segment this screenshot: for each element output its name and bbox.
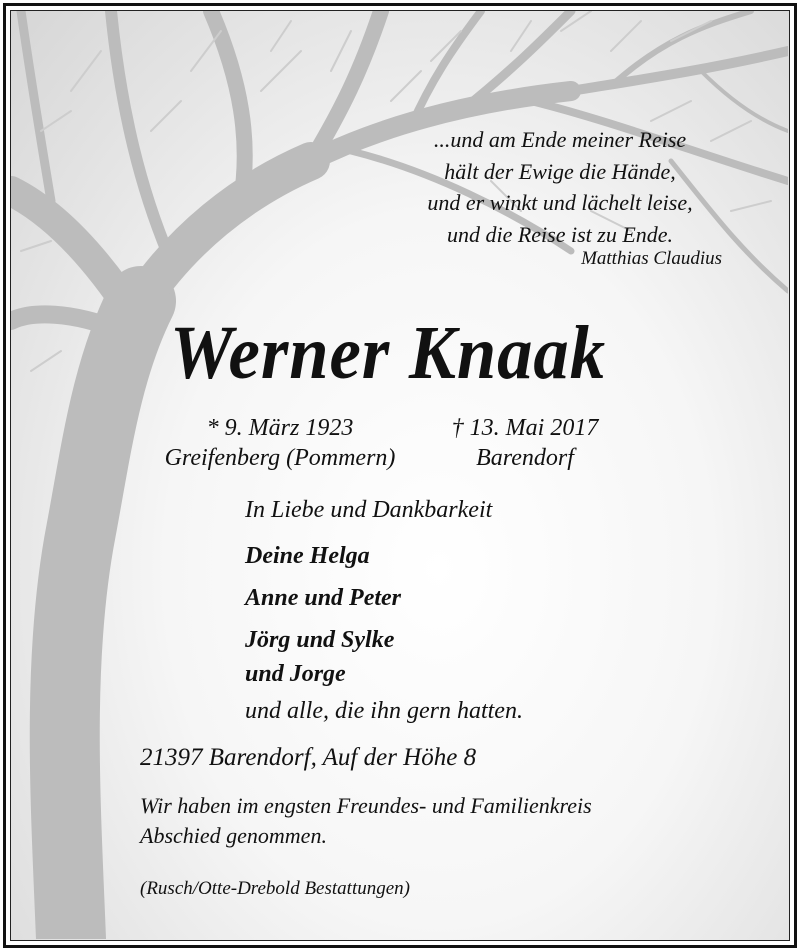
address: 21397 Barendorf, Auf der Höhe 8	[140, 744, 477, 771]
poem-block	[380, 124, 740, 250]
death-place: Barendorf	[476, 445, 574, 471]
mourner-name: Deine Helga	[245, 543, 370, 569]
death-info	[425, 413, 625, 473]
mourners-closing: und alle, die ihn gern hatten.	[245, 698, 523, 724]
note-line: Abschied genommen.	[140, 823, 327, 848]
mourners-intro: In Liebe und Dankbarkeit	[245, 497, 493, 523]
birth-place: Greifenberg (Pommern)	[164, 445, 396, 471]
mourner-name: und Jorge	[245, 661, 346, 687]
note-line: Wir haben im engsten Freundes- und Familienkreis	[140, 793, 592, 818]
farewell-note	[140, 791, 592, 851]
poem-line: hält der Ewige die Hände,	[444, 158, 676, 184]
poem-author: Matthias Claudius	[581, 248, 722, 269]
poem-line: und die Reise ist zu Ende.	[446, 221, 674, 247]
death-date: † 13. Mai 2017	[451, 415, 599, 441]
undertaker: (Rusch/Otte-Drebold Bestattungen)	[140, 878, 410, 899]
deceased-name: Werner Knaak	[170, 311, 606, 395]
poem-line: und er winkt und lächelt leise,	[427, 190, 693, 215]
mourner-name: Jörg und Sylke	[245, 627, 395, 653]
mourner-name: Anne und Peter	[245, 585, 402, 611]
poem-line: ...und am Ende meiner Reise	[433, 127, 687, 152]
birth-date: * 9. März 1923	[206, 415, 354, 441]
birth-info	[140, 413, 420, 473]
